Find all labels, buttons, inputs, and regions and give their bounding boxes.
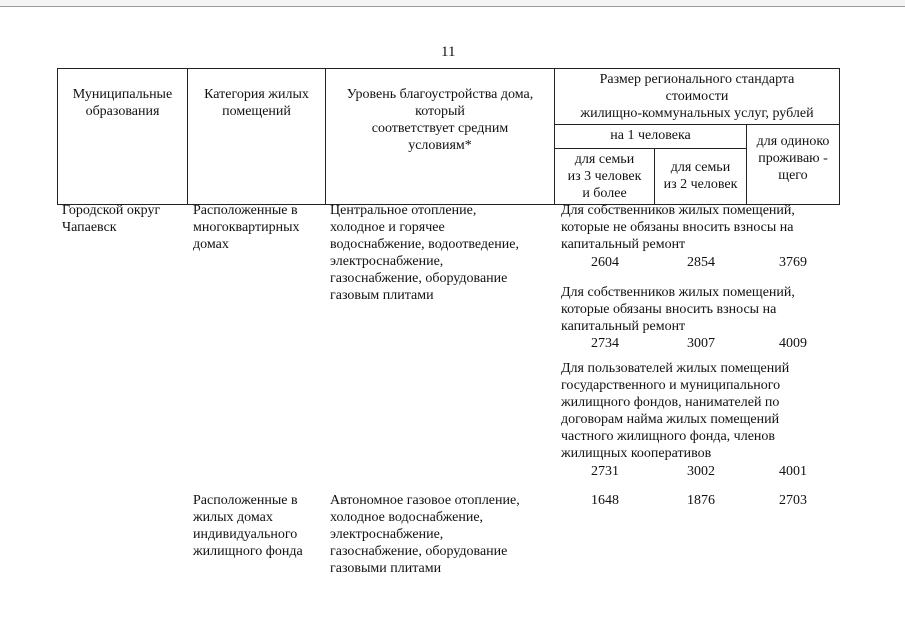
header-family3-line: для семьи bbox=[574, 152, 635, 167]
value-family3: 2734 bbox=[591, 336, 619, 351]
group-line: жилищных кооперативов bbox=[561, 446, 712, 461]
group3-description bbox=[561, 360, 789, 462]
value-family2: 3002 bbox=[687, 464, 715, 479]
municipality-line: Чапаевск bbox=[62, 220, 117, 235]
group-line: жилищного фондов, нанимателей по bbox=[561, 395, 780, 410]
group-line: капитальный ремонт bbox=[561, 319, 686, 334]
value-single: 4009 bbox=[779, 336, 807, 351]
header-single-line: щего bbox=[778, 168, 808, 183]
value-single: 2703 bbox=[779, 493, 807, 508]
category-line: Расположенные в bbox=[193, 493, 298, 508]
scan-top-edge bbox=[0, 0, 905, 7]
level-line: газоснабжение, оборудование bbox=[330, 271, 508, 286]
level-line: холодное водоснабжение, bbox=[330, 510, 484, 525]
header-family3-line: и более bbox=[582, 186, 627, 201]
group-line: частного жилищного фонда, членов bbox=[561, 429, 776, 444]
value-family3: 2604 bbox=[591, 255, 619, 270]
header-category: Категория жилых помещений bbox=[188, 69, 326, 205]
category-line: многоквартирных bbox=[193, 220, 300, 235]
value-family3: 1648 bbox=[591, 493, 619, 508]
category-line: Расположенные в bbox=[193, 203, 298, 218]
value-single: 3769 bbox=[779, 255, 807, 270]
header-municipality: Муниципальные образования bbox=[58, 69, 188, 205]
header-per-person: на 1 человека bbox=[555, 125, 747, 149]
level-line: Автономное газовое отопление, bbox=[330, 493, 520, 508]
group-line: которые не обязаны вносить взносы на bbox=[561, 220, 794, 235]
row1-category bbox=[193, 202, 300, 253]
header-level-line: Уровень благоустройства дома, bbox=[346, 87, 534, 102]
header-size-line: жилищно-коммунальных услуг, рублей bbox=[580, 106, 814, 121]
category-line: жилищного фонда bbox=[193, 544, 303, 559]
level-line: холодное и горячее bbox=[330, 220, 445, 235]
group-line: Для собственников жилых помещений, bbox=[561, 285, 795, 300]
category-line: индивидуального bbox=[193, 527, 298, 542]
row2-category bbox=[193, 492, 303, 560]
level-line: электроснабжение, bbox=[330, 527, 444, 542]
header-family3 bbox=[555, 149, 655, 205]
header-level-line: который bbox=[415, 104, 465, 119]
group2-description bbox=[561, 284, 795, 335]
group-line: Для собственников жилых помещений, bbox=[561, 203, 795, 218]
row1-level bbox=[330, 202, 519, 304]
group-line: Для пользователей жилых помещений bbox=[561, 361, 790, 376]
header-level-line: соответствует средним bbox=[371, 121, 509, 136]
group-line: государственного и муниципального bbox=[561, 378, 781, 393]
value-family2: 2854 bbox=[687, 255, 715, 270]
level-line: Центральное отопление, bbox=[330, 203, 477, 218]
level-line: газоснабжение, оборудование bbox=[330, 544, 508, 559]
group1-description bbox=[561, 202, 795, 253]
level-line: водоснабжение, водоотведение, bbox=[330, 237, 519, 252]
table-header bbox=[57, 68, 840, 205]
level-line: газовыми плитами bbox=[330, 561, 442, 576]
header-size bbox=[555, 69, 840, 125]
municipality-line: Городской округ bbox=[62, 203, 161, 218]
header-level-line: условиям* bbox=[408, 138, 472, 153]
municipality-name bbox=[62, 202, 160, 236]
header-single bbox=[747, 125, 840, 205]
header-family2 bbox=[655, 149, 747, 205]
header-family2-line: из 2 человек bbox=[663, 177, 738, 192]
header-level bbox=[326, 69, 555, 205]
level-line: электроснабжение, bbox=[330, 254, 444, 269]
group-line: договорам найма жилых помещений bbox=[561, 412, 780, 427]
category-line: домах bbox=[193, 237, 229, 252]
group-line: которые обязаны вносить взносы на bbox=[561, 302, 777, 317]
header-family2-line: для семьи bbox=[670, 160, 731, 175]
category-line: жилых домах bbox=[193, 510, 273, 525]
header-size-line: стоимости bbox=[665, 89, 729, 104]
group-line: капитальный ремонт bbox=[561, 237, 686, 252]
header-single-line: для одиноко bbox=[756, 134, 830, 149]
value-family2: 1876 bbox=[687, 493, 715, 508]
page-number: 11 bbox=[441, 44, 456, 60]
row2-level bbox=[330, 492, 520, 577]
header-size-line: Размер регионального стандарта bbox=[599, 72, 795, 87]
header-family3-line: из 3 человек bbox=[567, 169, 642, 184]
level-line: газовым плитами bbox=[330, 288, 434, 303]
header-single-line: проживаю - bbox=[758, 151, 828, 166]
value-family3: 2731 bbox=[591, 464, 619, 479]
value-single: 4001 bbox=[779, 464, 807, 479]
value-family2: 3007 bbox=[687, 336, 715, 351]
